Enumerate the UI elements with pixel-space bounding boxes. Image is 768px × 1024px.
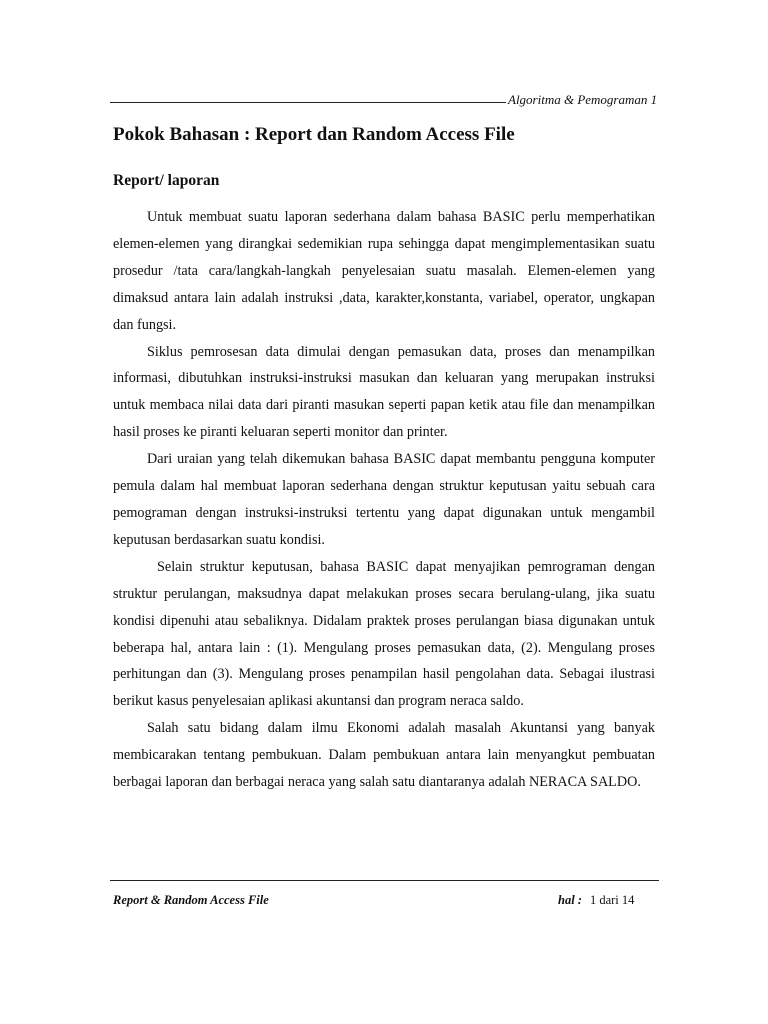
footer-rule xyxy=(110,880,659,881)
paragraph-4: Selain struktur keputusan, bahasa BASIC dapat menyajikan pemrograman dengan struktur perulangan, maksudnya dapat melakukan proses secara berulang-ulang, jika suatu kondisi dipenuhi atau sebaliknya. Didalam praktek proses perulangan biasa digunakan untuk beberapa hal, antara lain : (1). Mengulang proses pemasukan data, (2). Mengulang proses perhitungan dan (3). Mengulang proses penampilan hasil pengolahan data. Sebagai ilustrasi berikut kasus penyelesaian aplikasi akuntansi dan program neraca saldo. xyxy=(113,558,655,710)
page-number xyxy=(558,893,634,908)
paragraph-1: Untuk membuat suatu laporan sederhana dalam bahasa BASIC perlu memperhatikan elemen-elemen yang dirangkai sedemikian rupa sehingga dapat mengimplementasikan suatu prosedur /tata cara/langkah-langkah penyelesaian suatu masalah. Elemen-elemen yang dimaksud antara lain adalah instruksi ,data, karakter,konstanta, variabel, operator, ungkapan dan fungsi. xyxy=(113,209,655,333)
section-heading: Report/ laporan xyxy=(113,172,220,189)
body-text xyxy=(113,204,655,796)
paragraph-2: Siklus pemrosesan data dimulai dengan pemasukan data, proses dan menampilkan informasi, dibutuhkan instruksi-instruksi masukan dan keluaran yang merupakan instruksi untuk membaca nilai data dari piranti masukan seperti papan ketik atau file dan menampilkan hasil proses ke piranti keluaran seperti monitor dan printer. xyxy=(113,343,655,441)
header-course-title: Algoritma & Pemograman 1 xyxy=(508,92,658,107)
page-title: Pokok Bahasan : Report dan Random Access File xyxy=(113,124,515,145)
page-value: 1 dari 14 xyxy=(589,893,635,907)
paragraph-5: Salah satu bidang dalam ilmu Ekonomi adalah masalah Akuntansi yang banyak membicarakan tentang pembukuan. Dalam pembukuan antara lain menyangkut pembuatan berbagai laporan dan berbagai neraca yang salah satu diantaranya adalah NERACA SALDO. xyxy=(113,720,655,791)
footer-doc-title: Report & Random Access File xyxy=(113,893,269,907)
page-label: hal : xyxy=(558,893,582,907)
paragraph-3: Dari uraian yang telah dikemukan bahasa BASIC dapat membantu pengguna komputer pemula dalam hal membuat laporan sederhana dengan struktur keputusan yaitu sebuah cara pemograman dengan instruksi-instruksi tertentu yang dapat digunakan untuk mengambil keputusan berdasarkan suatu kondisi. xyxy=(113,451,655,548)
header-rule xyxy=(110,102,506,103)
